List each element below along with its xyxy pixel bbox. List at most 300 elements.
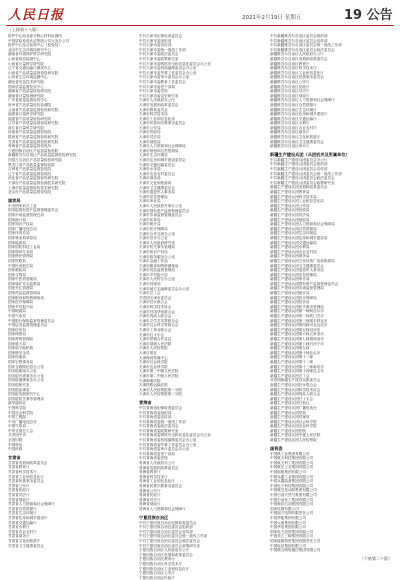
organization-entry: 天津市地方志编修委员会办公室 xyxy=(139,286,190,291)
organization-entry: 新疆维吾尔自治区科学技术厅 xyxy=(270,66,317,71)
organization-entry: 天津市人民检察院第二分院 xyxy=(139,392,183,397)
organization-entry: 新疆生产建设兵团红十字会 xyxy=(270,396,314,401)
organization-entry: 国家电力投资集团有限公司 xyxy=(270,529,314,534)
organization-entry: 宁夏回族自治区发展和改革委员会 xyxy=(139,552,193,557)
organization-entry: 中国证券监督管理委员会 xyxy=(8,323,48,328)
organization-entry: 新疆生产建设兵团发展和改革委员会 xyxy=(270,185,328,190)
organization-entry: 新疆生产建设兵团退役军人事务局 xyxy=(270,268,324,273)
organization-entry: 中国航天科技集团有限公司 xyxy=(270,456,314,461)
organization-entry: 江苏省产品质量监督检验研究院 xyxy=(8,121,59,126)
organization-entry: 甘肃省公安厅 xyxy=(8,483,30,488)
organization-entry: 北京市产品质量监督检验院 xyxy=(8,190,52,195)
organization-entry: 山西省产品质量监督检验研究院 xyxy=(8,70,59,75)
organization-entry: 天津市人民检察院第一分院 xyxy=(139,387,183,392)
organization-entry: 青海省人力资源和社会保障厅 xyxy=(139,506,186,511)
organization-entry: 新疆维吾尔自治区审计厅 xyxy=(270,144,310,149)
organization-entry: 甘肃省科学技术厅 xyxy=(8,470,37,475)
organization-entry: 甘肃省人力资源和社会保障厅 xyxy=(8,502,55,507)
organization-entry: 新疆生产建设兵团第六师五家渠市 xyxy=(270,332,324,337)
organization-entry: 国家烟草专卖局 xyxy=(8,249,34,254)
organization-entry: 中共天津市委政策研究室 xyxy=(139,56,179,61)
organization-entry: 国家宗教事务局 xyxy=(8,359,34,364)
organization-entry: 中国地震局 xyxy=(8,309,26,314)
organization-entry: 中国石油化工集团有限公司 xyxy=(270,497,314,502)
organization-entry: 吉林省产品质量监督检验院 xyxy=(8,167,52,172)
organization-entry: 新疆生产建设兵团广播电视台 xyxy=(270,405,317,410)
organization-entry: 甘肃省财政厅 xyxy=(8,497,30,502)
organization-entry: 中共青海省委老干部局 xyxy=(139,451,175,456)
organization-entry: 新疆生产建设兵团机关事务管理局 xyxy=(270,304,324,309)
organization-entry: 天津市文学艺术界联合会 xyxy=(139,318,179,323)
organization-entry: 河南省产品质量监督检验院 xyxy=(8,130,52,135)
organization-entry: 新疆维吾尔自治区水利厅 xyxy=(270,121,310,126)
organization-entry: 中共青海省委政法委员会 xyxy=(139,424,179,429)
organization-entry: 湖南省计量检测研究院 xyxy=(8,93,44,98)
organization-entry: 天津铁路运输法院 xyxy=(139,383,168,388)
organization-entry: 新疆生产建设兵团第七师胡杨河市 xyxy=(270,337,324,341)
notice-column-2 xyxy=(139,34,261,580)
organization-entry: 天津市科学技术协会 xyxy=(139,305,172,310)
section-heading: 国资委 xyxy=(270,445,283,451)
organization-entry: 中共宁夏回族自治区委员会政法委员会 xyxy=(139,538,201,543)
organization-entry: 中国南方电网有限责任公司 xyxy=(270,511,314,516)
organization-entry: 新疆生产建设兵团档案馆 xyxy=(270,415,310,420)
organization-entry: 中共新疆维吾尔自治区委员会政法委员会 xyxy=(270,47,335,52)
organization-entry: 内蒙古自治区产品质量检验研究院 xyxy=(8,158,62,163)
organization-entry: 国务院港澳事务办公室 xyxy=(8,378,44,383)
organization-entry: 国家移民管理局 xyxy=(8,254,34,259)
organization-entry: 天津市第一中级人民法院 xyxy=(139,369,179,374)
organization-entry: 中共天津市纪律检查委员会 xyxy=(139,34,183,38)
organization-entry: 新疆维吾尔自治区教育厅 xyxy=(270,61,310,66)
organization-entry: 新疆生产建设兵团交通运输局 xyxy=(270,240,317,245)
continued-to-note: （下转第二十版） xyxy=(360,556,392,561)
organization-entry: 天津市民族和宗教事务委员会 xyxy=(139,121,186,126)
organization-entry: 新疆维吾尔自治区产品质量监督检验研究院 xyxy=(8,153,77,158)
organization-entry: 贵州省产品质量检验检测院 xyxy=(8,102,52,107)
organization-entry: 宁夏回族自治区民政厅 xyxy=(139,575,175,580)
organization-entry: 甘肃省工业和信息化厅 xyxy=(8,474,44,479)
organization-entry: 北京市生态环境局研究中心 xyxy=(8,47,52,52)
organization-entry: 新疆生产建设兵团工业和信息化局 xyxy=(270,199,324,204)
organization-entry: 天津市教育委员会 xyxy=(139,107,168,112)
organization-entry: 中共天津市委外事工作委员会办公室 xyxy=(139,70,197,75)
organization-entry: 国家互联网信息办公室 xyxy=(8,364,44,369)
organization-entry: 中共天津市委组织部 xyxy=(139,38,172,43)
organization-entry: 天津市社会科学界联合会 xyxy=(139,323,179,328)
organization-entry: 国家体育总局 xyxy=(8,231,30,236)
organization-entry: 广东省质量监督检验中心 xyxy=(8,98,48,103)
organization-entry: 天津市政务服务办公室 xyxy=(139,254,175,259)
organization-entry: 中华全国总工会 xyxy=(8,428,34,433)
organization-entry: 中国航天科工集团有限公司 xyxy=(270,460,314,465)
organization-entry: 国务院机关事务管理局 xyxy=(8,396,44,401)
organization-entry: 国家外汇管理局 xyxy=(8,286,34,291)
organization-entry: 新疆维吾尔自治区司法厅 xyxy=(270,89,310,94)
organization-entry: 新疆生产建设兵团党校 xyxy=(270,410,306,415)
section-heading: 甘肃省 xyxy=(8,454,21,460)
organization-entry: 中共新疆生产建设兵团委员会政策研究室 xyxy=(270,180,335,185)
organization-entry: 国务院研究室 xyxy=(8,382,30,387)
organization-entry: 天津市应急管理局 xyxy=(139,194,168,199)
organization-entry: 中共青海省委统一战线工作部 xyxy=(139,419,186,424)
organization-entry: 甘肃省交通运输厅 xyxy=(8,520,37,525)
organization-entry: 新疆维吾尔自治区民政厅 xyxy=(270,84,310,89)
organization-entry: 青海省公安厅 xyxy=(139,488,161,493)
organization-entry: 天津市医疗保障局 xyxy=(139,226,168,231)
organization-entry: 国家市场监督管理总局 xyxy=(8,212,44,217)
organization-entry: 中国气象局 xyxy=(8,424,26,429)
organization-entry: 新疆生产建设兵团第十三师新星市 xyxy=(270,364,324,369)
organization-entry: 中国质检检验认证集团公司大连分公司 xyxy=(8,38,70,43)
organization-entry: 天津市退役军人事务局 xyxy=(139,190,175,195)
organization-entry: 福建省计量科学研究院 xyxy=(8,112,44,117)
organization-entry: 新疆生产建设兵团日报社 xyxy=(270,401,310,406)
organization-entry: 国家电网有限公司 xyxy=(270,506,299,511)
organization-entry: 天津市高级人民法院 xyxy=(139,341,172,346)
organization-entry: 中共青海省委政策研究室 xyxy=(139,428,179,433)
organization-entry: 中共天津市委教育工作委员会 xyxy=(139,79,186,84)
organization-entry: 天津市工商业联合会 xyxy=(139,328,172,332)
organization-entry: 国家国防科技工业局 xyxy=(8,245,41,250)
organization-entry: 天津市残疾人联合会 xyxy=(139,314,172,319)
organization-entry: 天津市文化和旅游局 xyxy=(139,181,172,185)
organization-entry: 新疆维吾尔自治区人民政府办公厅 xyxy=(270,52,324,57)
organization-entry: 宁夏回族自治区公安厅 xyxy=(139,571,175,576)
organization-entry: 青海省工业和信息化厅 xyxy=(139,479,175,484)
organization-entry: 中共宁夏回族自治区委员会组织部 xyxy=(139,525,193,530)
organization-entry: 天津市卫生健康委员会 xyxy=(139,185,175,190)
organization-entry: 新疆生产建设兵团生态环境局 xyxy=(270,231,317,236)
organization-entry: 国务院参事室 xyxy=(8,387,30,392)
organization-entry: 新疆生产建设兵团市场监督管理局 xyxy=(270,286,324,291)
organization-entry: 中国侨联 xyxy=(8,447,23,452)
organization-entry: 新疆生产建设兵团第四师可克达拉市 xyxy=(270,323,328,328)
organization-entry: 新疆生产建设兵团审计局 xyxy=(270,277,310,282)
organization-entry: 天津市人民政府办公厅 xyxy=(139,98,175,103)
organization-entry: 新疆维吾尔自治区生态环境厅 xyxy=(270,107,317,112)
organization-entry: 甘肃省民族事务委员会 xyxy=(8,479,44,484)
masthead xyxy=(6,3,394,26)
organization-entry: 天津市人民防空办公室 xyxy=(139,277,175,282)
organization-entry: 国家文物局 xyxy=(8,272,26,277)
organization-entry: 甘肃省自然资源厅 xyxy=(8,506,37,511)
organization-entry: 新疆生产建设兵团第二师铁门关市 xyxy=(270,314,324,319)
organization-entry: 共青团中央 xyxy=(8,433,26,438)
organization-entry: 中国兵器工业集团有限公司 xyxy=(270,474,314,479)
organization-entry: 天津市体育局 xyxy=(139,217,161,222)
organization-entry: 国家粮食和物资储备局 xyxy=(8,295,44,300)
organization-entry: 中国联合网络通信集团有限公司 xyxy=(270,548,321,553)
organization-entry: 甘肃省文化和旅游厅 xyxy=(8,538,41,543)
organization-entry: 甘肃省发展和改革委员会 xyxy=(8,460,48,465)
organization-entry: 国家林业和草原局 xyxy=(8,235,37,240)
page-label: 19 公告 xyxy=(344,8,393,23)
organization-entry: 国家信访局 xyxy=(8,327,26,332)
organization-entry: 国家航天局 xyxy=(8,341,26,346)
organization-entry: 青海省财政厅 xyxy=(139,502,161,507)
organization-entry: 新疆生产建设兵团妇女联合会 xyxy=(270,382,317,387)
organization-entry: 国家煤矿安全监察局 xyxy=(8,281,41,286)
organization-entry: 新疆生产建设兵团自然资源局 xyxy=(270,226,317,231)
organization-entry: 新疆生产建设兵团文化体育广电和旅游局 xyxy=(270,258,335,263)
organization-entry: 新疆生产建设兵团财政局 xyxy=(270,217,310,222)
section-heading: 青海省 xyxy=(139,399,152,405)
organization-entry: 国家医疗保障局 xyxy=(8,300,34,305)
organization-entry: 中央国家机关工委 xyxy=(8,203,37,208)
organization-entry: 天津市审计局 xyxy=(139,199,161,204)
organization-entry: 国家知识产权局 xyxy=(8,222,34,227)
organization-entry: 中共天津市委宣传部 xyxy=(139,43,172,48)
organization-entry: 中共天津市委老干部局 xyxy=(139,84,175,89)
organization-entry: 中国船舶集团有限公司 xyxy=(270,470,306,475)
organization-entry: 甘肃省商务厅 xyxy=(8,534,30,539)
organization-entry: 中共新疆生产建设兵团委员会统一战线工作部 xyxy=(270,171,342,176)
organization-entry: 新疆生产建设兵团残疾人联合会 xyxy=(270,392,321,397)
organization-entry: 天津市农业科学院 xyxy=(139,364,168,369)
organization-entry: 新疆生产建设兵团应急管理局 xyxy=(270,272,317,277)
organization-entry: 天津市公安局 xyxy=(139,125,161,130)
organization-entry: 中共青海省委组织部 xyxy=(139,410,172,415)
organization-entry: 中国电子科技集团有限公司 xyxy=(270,483,314,488)
organization-entry: 天津市信访办公室 xyxy=(139,236,168,241)
organization-entry: 河北省产品质量监督检验研究院 xyxy=(8,176,59,181)
organization-entry: 湖南省产品质量检验研究院 xyxy=(8,89,52,94)
organization-entry: 福建省产品质量检验研究院 xyxy=(8,116,52,121)
organization-entry: 甘肃省水利厅 xyxy=(8,525,30,530)
organization-entry: 国家药品监督管理局 xyxy=(8,291,41,296)
organization-entry: 新疆生产建设兵团国有资产监督管理委员会 xyxy=(270,281,339,286)
organization-entry: 新疆生产建设兵团医疗保障局 xyxy=(270,295,317,300)
organization-entry: 中共天津市委网络安全和信息化委员会办公室 xyxy=(139,61,211,66)
organization-entry: 辽宁省交通运输厅测试中心 xyxy=(8,66,52,71)
organization-entry: 新疆生产建设兵团住房和城乡建设局 xyxy=(270,235,328,240)
organization-entry: 天津市规划和自然资源局 xyxy=(139,148,179,153)
organization-entry: 新疆生产建设兵团第十一师 xyxy=(270,355,314,360)
organization-entry: 新疆生产建设兵团农业农村局 xyxy=(270,249,317,254)
organization-entry: 国家核安全局 xyxy=(8,350,30,355)
organization-entry: 中国核工业集团有限公司 xyxy=(270,451,310,456)
organization-entry: 宁夏回族自治区产品质量检验院 xyxy=(8,148,59,153)
organization-entry: 新疆生产建设兵团第九师 xyxy=(270,346,310,351)
organization-entry: 中共青海省委机构编制委员会办公室 xyxy=(139,438,197,443)
organization-entry: 中国社会科学院 xyxy=(8,410,34,415)
organization-entry: 浙江省计量科学研究院 xyxy=(8,125,44,130)
organization-entry: 天津市财政局 xyxy=(139,139,161,144)
organization-entry: 天津市国有资产监督管理委员会 xyxy=(139,208,190,213)
organization-entry: 新疆生产建设兵团教育局 xyxy=(270,190,310,194)
organization-entry: 新疆生产建设兵团卫生健康委员会 xyxy=(270,263,324,268)
organization-entry: 天津市统计局 xyxy=(139,222,161,227)
organization-entry: 天津海事法院 xyxy=(139,378,161,383)
organization-entry: 新疆生产建设兵团人力资源和社会保障局 xyxy=(270,222,335,227)
organization-entry: 青海省人民政府办公厅 xyxy=(139,461,175,466)
organization-entry: 辽宁省产品质量监督检验院 xyxy=(8,171,52,176)
organization-entry: 国家能源投资集团有限责任公司 xyxy=(270,538,321,543)
organization-entry: 中央广播电视总台 xyxy=(8,419,37,424)
organization-entry: 天津市档案馆 xyxy=(139,282,161,287)
organization-entry: 新疆生产建设兵团第十师北屯市 xyxy=(270,350,321,355)
organization-entry: 新疆维吾尔自治区农业农村厅 xyxy=(270,125,317,130)
organization-entry: 中国长江三峡集团有限公司 xyxy=(270,534,314,539)
organization-entry: 中国科学院 xyxy=(8,405,26,410)
organization-entry: 中国工程院 xyxy=(8,415,26,420)
organization-entry: 新疆生产建设兵团第一师阿拉尔市 xyxy=(270,309,324,314)
organization-entry: 甘肃省教育厅 xyxy=(8,465,30,470)
organization-entry: 新疆生产建设兵团科学技术协会 xyxy=(270,387,321,392)
section-heading: 新疆生产建设兵团（兵团机关及所属单位） xyxy=(270,151,350,157)
organization-entry: 中国航空发动机集团有限公司 xyxy=(270,488,317,493)
organization-entry: 新疆生产建设兵团第十四师昆玉市 xyxy=(270,369,324,374)
organization-entry: 中国海洋石油集团有限公司 xyxy=(270,502,314,507)
organization-entry: 天津市人民检察院 xyxy=(139,346,168,351)
organization-entry: 天津市第二中级人民法院 xyxy=(139,373,179,378)
organization-entry: 天津市工业和信息化局 xyxy=(139,116,175,121)
organization-entry: 中共青海省委审计委员会办公室 xyxy=(139,447,190,452)
organization-entry: 中共青海省委党校 xyxy=(139,456,168,461)
organization-entry: 新疆生产建设兵团商务局 xyxy=(270,254,310,259)
organization-entry: 新疆维吾尔自治区卫生健康委员会 xyxy=(270,139,324,144)
organization-entry: 中共宁夏回族自治区纪律检查委员会 xyxy=(139,520,197,525)
organization-entry: 天津市发展和改革委员会 xyxy=(139,102,179,107)
organization-entry: 天津市农业农村委员会 xyxy=(139,171,175,176)
organization-entry: 新疆维吾尔自治区自然资源厅 xyxy=(270,102,317,107)
organization-entry: 中共青海省委网络安全和信息化委员会办公室 xyxy=(139,433,211,438)
organization-entry: 中国银行保险监督管理委员会 xyxy=(8,318,55,323)
organization-entry: 天津市金融工作局 xyxy=(139,259,168,264)
organization-entry: 新疆维吾尔自治区公安厅 xyxy=(270,79,310,84)
organization-entry: 湖北省信息技术研究院 xyxy=(8,79,44,84)
organization-entry: 中共新疆维吾尔自治区委员会宣传部 xyxy=(270,38,328,43)
organization-entry: 新疆维吾尔自治区交通运输厅 xyxy=(270,116,317,121)
organization-entry: 天津市民政局 xyxy=(139,130,161,135)
organization-entry: 国家质量监督检验中心 xyxy=(8,84,44,89)
organization-entry: 天津市商务局 xyxy=(139,176,161,181)
organization-entry: 中共青海省委外事工作委员会办公室 xyxy=(139,442,197,447)
organization-entry: 中共天津市委政法委员会 xyxy=(139,52,179,57)
organization-entry: 天津市机关事务管理局 xyxy=(139,245,175,250)
organization-entry: 新疆生产建设兵团农业科学院 xyxy=(270,424,317,429)
organization-entry: 国务院国有资产监督管理委员会 xyxy=(8,208,59,213)
organization-entry: 天津日报社 xyxy=(139,350,157,355)
organization-entry: 宁夏回族自治区教育厅 xyxy=(139,557,175,562)
organization-entry: 宁夏回族自治区人民政府办公厅 xyxy=(139,548,190,553)
organization-entry: 中共宁夏回族自治区委员会统一战线工作部 xyxy=(139,534,208,539)
organization-entry: 中国气象局 xyxy=(8,314,26,319)
organization-entry: 国家密码管理局 xyxy=(8,337,34,341)
organization-entry: 天津市知识产权局 xyxy=(139,249,168,254)
organization-entry: 国家广播电视总局 xyxy=(8,226,37,231)
organization-entry: 云南省产品质量监督检验研究院 xyxy=(8,107,59,112)
organization-entry: 中共天津市委统一战线工作部 xyxy=(139,47,186,52)
section-heading: 国家局 xyxy=(8,197,21,203)
organization-entry: 甘肃省农业农村厅 xyxy=(8,529,37,534)
organization-entry: 天津市供销合作总社 xyxy=(139,337,172,342)
organization-entry: 天津市产品质量监督检测技术研究院 xyxy=(8,181,66,185)
organization-entry: 国务院台湾事务办公室 xyxy=(8,373,44,378)
organization-entry: 中共新疆生产建设兵团委员会组织部 xyxy=(270,162,328,167)
organization-entry: 中共宁夏回族自治区委员会政策研究室 xyxy=(139,543,201,548)
organization-entry: 新疆生产建设兵团公安局 xyxy=(270,203,310,208)
organization-entry: 黑龙江省产品质量监督检验院 xyxy=(8,162,55,167)
organization-entry: 共青团新疆生产建设兵团委员会 xyxy=(270,378,321,383)
organization-entry: 国家邮政局 xyxy=(8,268,26,273)
organization-entry: 国家能源局 xyxy=(8,240,26,245)
organization-entry: 中国兵器装备集团有限公司 xyxy=(270,479,314,484)
organization-entry: 共青团天津市委员会 xyxy=(139,295,172,300)
organization-entry: 防护中心西北部分核心材料检测所 xyxy=(8,34,62,38)
organization-entry: 新疆生产建设兵团第十二师 xyxy=(270,359,314,364)
organization-entry: 湖南省环境保护科学研究院 xyxy=(8,52,52,57)
organization-entry: 中国电信集团有限公司 xyxy=(270,543,306,548)
organization-entry: 新疆生产建设兵团科学技术局 xyxy=(270,194,317,199)
organization-entry: 中国大唐集团有限公司 xyxy=(270,520,306,525)
organization-entry: 天津市妇女联合会 xyxy=(139,300,168,305)
organization-entry: 新疆维吾尔自治区文化和旅游厅 xyxy=(270,135,321,140)
organization-entry: 天津市归国华侨联合会 xyxy=(139,309,175,314)
organization-entry: 国家中医药管理局 xyxy=(8,277,37,282)
organization-entry: 防护中心综合检测中心（检验站） xyxy=(8,43,62,48)
continued-from-note: （上接第十八版） xyxy=(8,27,40,32)
organization-entry: 天津市红十字会 xyxy=(139,332,165,337)
organization-entry: 天津市住房和城乡建设委员会 xyxy=(139,158,186,163)
organization-entry: 新疆维吾尔自治区住房和城乡建设厅 xyxy=(270,112,328,117)
organization-entry: 山西省生态环境监测中心 xyxy=(8,75,48,80)
organization-entry: 新疆生产建设兵团社会科学院 xyxy=(270,419,317,424)
organization-entry: 新疆维吾尔自治区财政厅 xyxy=(270,93,310,98)
organization-entry: 新疆维吾尔自治区民族事务委员会 xyxy=(270,75,324,80)
organization-entry: 国家乡村振兴局 xyxy=(8,304,34,309)
organization-entry: 国家原子能机构 xyxy=(8,346,34,351)
notice-column-1 xyxy=(8,34,130,554)
organization-entry: 新疆生产建设兵团第五师双河市 xyxy=(270,327,321,332)
organization-entry: 国务院新闻办公室 xyxy=(8,369,37,374)
organization-entry: 中国科协 xyxy=(8,442,23,447)
organization-entry: 中共天津市委审计委员会办公室 xyxy=(139,75,190,80)
organization-entry: 天津海河传媒中心 xyxy=(139,355,168,360)
organization-entry: 新疆生产建设兵团水利局 xyxy=(270,245,310,250)
organization-entry: 天津市合作交流办公室 xyxy=(139,231,175,236)
organization-entry: 山西省计量科学研究院 xyxy=(8,61,44,66)
organization-entry: 中共新疆维吾尔自治区委员会组织部 xyxy=(270,34,328,38)
organization-entry: 中共青海省委宣传部 xyxy=(139,415,172,420)
organization-entry: 陕西省产品质量监督检验研究院 xyxy=(8,135,59,140)
organization-entry: 新疆生产建设兵团中级人民法院 xyxy=(270,433,321,438)
organization-entry: 中共天津市委党史研究室 xyxy=(139,93,179,98)
organization-entry: 国务院发展研究中心 xyxy=(8,392,41,397)
organization-entry: 新疆生产建设兵团信访局 xyxy=(270,300,310,305)
issue-date: 2021年2月19日 星期五 xyxy=(242,15,302,21)
organization-entry: 新华通讯社 xyxy=(8,401,26,406)
organization-entry: 中共新疆生产建设兵团委员会办公厅 xyxy=(270,157,328,162)
organization-entry: 中国航空工业集团有限公司 xyxy=(270,465,314,470)
organization-entry: 天津市粮食和物资储备局 xyxy=(139,263,179,268)
organization-entry: 新疆生产建设兵团第八师石河子市 xyxy=(270,341,324,346)
organization-entry: 中国华能集团有限公司 xyxy=(270,515,306,520)
organization-entry: 新疆生产建设兵团第三师图木舒克市 xyxy=(270,318,328,323)
organization-entry: 甘肃省产品质量监督检验研究院 xyxy=(8,139,59,144)
organization-entry: 青海省发展和改革委员会 xyxy=(139,465,179,470)
organization-entry: 中共青海省纪律检查委员会 xyxy=(139,405,183,410)
organization-entry: 青海省司法厅 xyxy=(139,497,161,502)
organization-entry: 新疆生产建设兵团医院 xyxy=(270,428,306,433)
organization-entry: 全国妇联 xyxy=(8,438,23,443)
organization-entry: 青海省民族宗教事务委员会 xyxy=(139,484,183,488)
organization-entry: 宁夏回族自治区科学技术厅 xyxy=(139,561,183,566)
organization-entry: 天津市司法局 xyxy=(139,135,161,140)
organization-entry: 天津市生态环境局 xyxy=(139,153,168,158)
organization-entry: 新疆维吾尔自治区人力资源和社会保障厅 xyxy=(270,98,335,103)
